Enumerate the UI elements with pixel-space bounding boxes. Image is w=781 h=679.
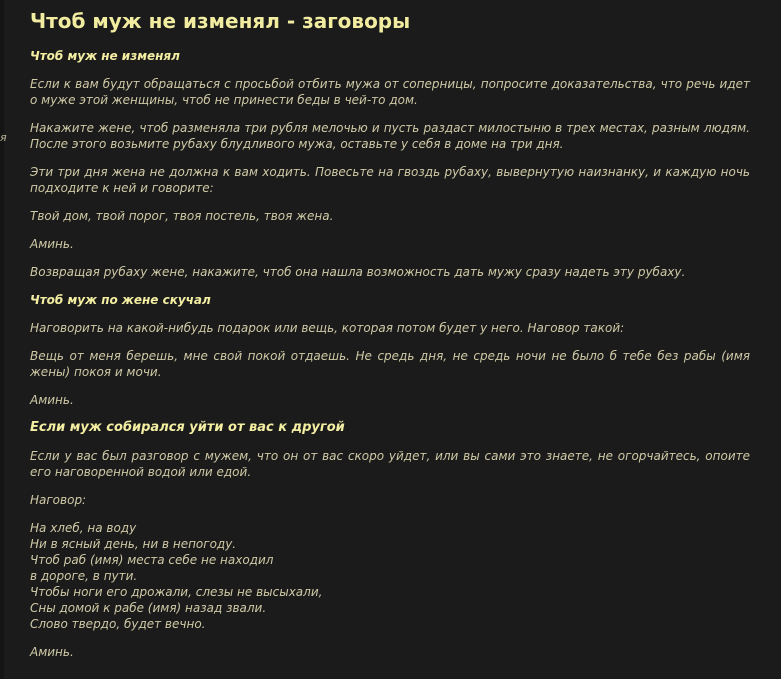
incantation-verse bbox=[30, 520, 750, 632]
paragraph: Аминь. bbox=[30, 393, 74, 407]
page-title: Чтоб муж не изменял - заговоры bbox=[30, 9, 411, 33]
paragraph: Наговорить на какой-нибудь подарок или вещь, которая потом будет у него. Наговор такой: bbox=[30, 321, 625, 335]
paragraph: Накажите жене, чтоб разменяла три рубля мелочью и пусть раздаст милостыню в трех местах, разным людям. После этого возьмите рубаху блудливого мужа, оставьте у себя в доме на три дня. bbox=[30, 121, 750, 151]
paragraph: Если у вас был разговор с мужем, что он от вас скоро уйдет, или вы сами это знаете, не огорчайтесь, опоите его наговоренной водой или едой. bbox=[30, 449, 750, 479]
paragraph: Аминь. bbox=[30, 237, 74, 251]
section-heading-2: Чтоб муж по жене скучал bbox=[30, 293, 211, 307]
paragraph: Вещь от меня берешь, мне свой покой отдаешь. Не средь дня, не средь ночи не было б тебе без рабы (имя жены) покоя и мочи. bbox=[30, 349, 750, 379]
verse-line: Чтоб раб (имя) места себе не находил bbox=[30, 553, 274, 567]
paragraph: Аминь. bbox=[30, 645, 74, 659]
section-heading-1: Чтоб муж не изменял bbox=[30, 49, 180, 63]
verse-line: Сны домой к рабе (имя) назад звали. bbox=[30, 601, 267, 615]
left-edge-strip bbox=[0, 0, 4, 679]
verse-line: в дороге, в пути. bbox=[30, 569, 138, 583]
verse-line: Слово твердо, будет вечно. bbox=[30, 617, 206, 631]
paragraph: Если к вам будут обращаться с просьбой отбить мужа от соперницы, попросите доказательства, что речь идет о муже этой женщины, чтоб не принести беды в чей-то дом. bbox=[30, 77, 750, 107]
paragraph: Возвращая рубаху жене, накажите, чтоб она нашла возможность дать мужу сразу надеть эту рубаху. bbox=[30, 265, 686, 279]
left-edge-text: я bbox=[0, 131, 7, 144]
verse-line: Ни в ясный день, ни в непогоду. bbox=[30, 537, 237, 551]
paragraph: Эти три дня жена не должна к вам ходить. Повесьте на гвоздь рубаху, вывернутую наизнанку, и каждую ночь подходите к ней и говорите: bbox=[30, 165, 750, 195]
section-heading-3: Если муж собирался уйти от вас к другой bbox=[30, 420, 345, 435]
article bbox=[30, 6, 750, 672]
verse-line: Чтобы ноги его дрожали, слезы не высыхали, bbox=[30, 585, 323, 599]
paragraph: Наговор: bbox=[30, 493, 87, 507]
verse-line: На хлеб, на воду bbox=[30, 521, 137, 535]
paragraph: Твой дом, твой порог, твоя постель, твоя жена. bbox=[30, 209, 334, 223]
